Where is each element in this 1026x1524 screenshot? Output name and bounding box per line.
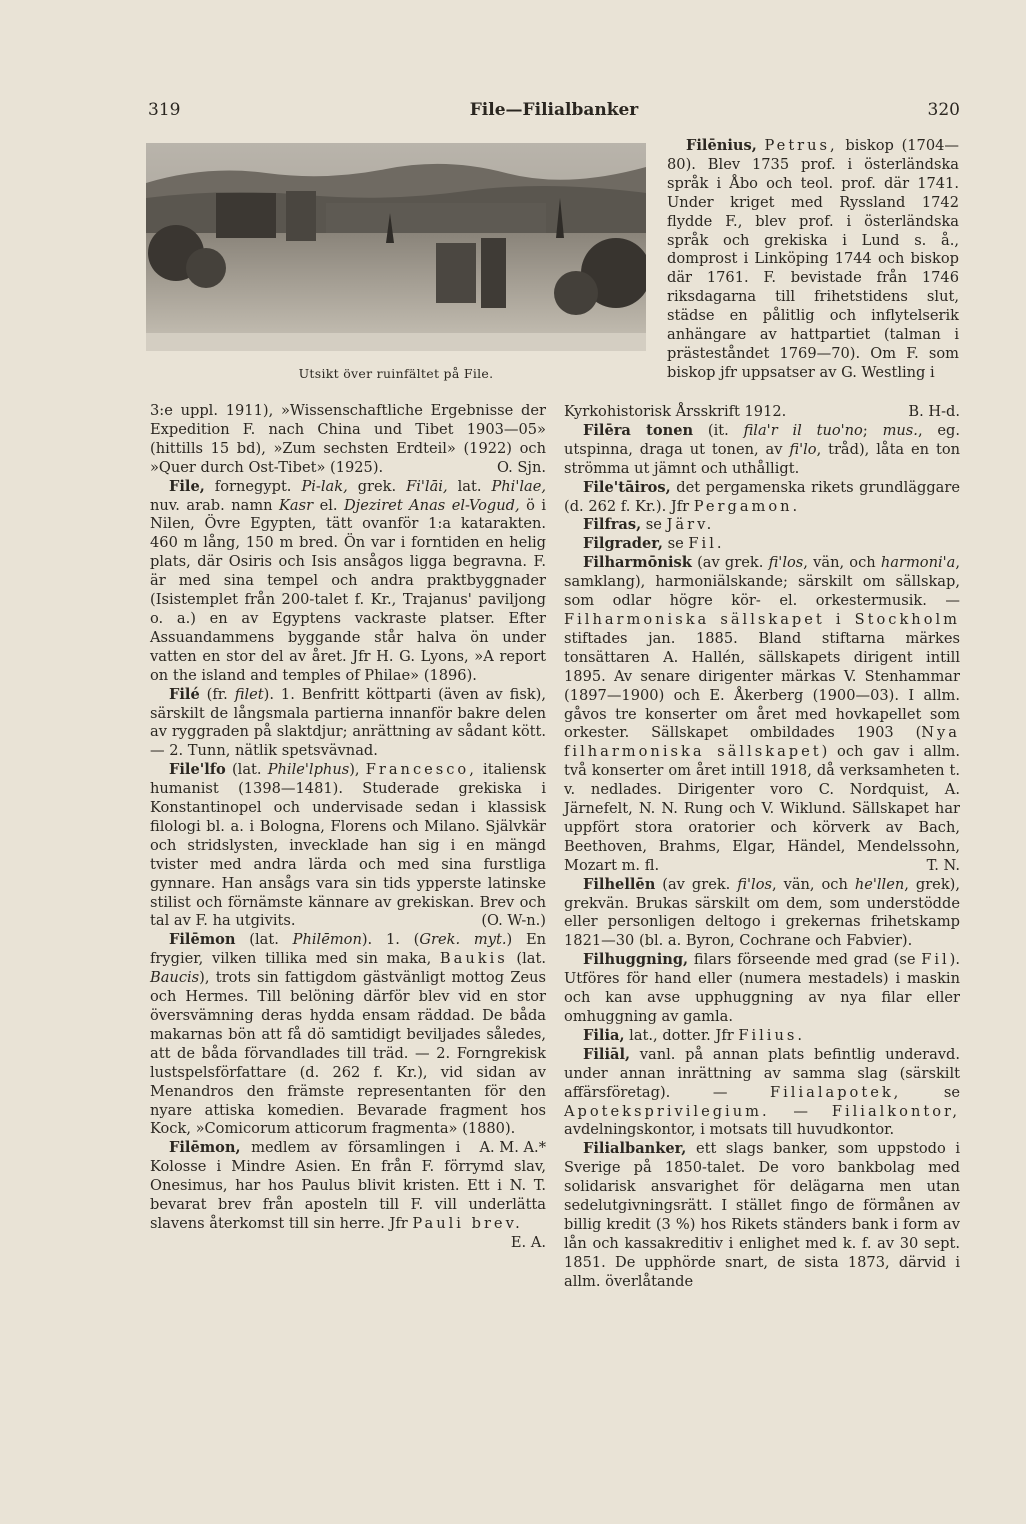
page-number-right: 320: [927, 100, 960, 120]
entry-filenius-continuation: Kyrkohistorisk Årsskrift 1912. B. H-d.: [564, 403, 960, 420]
right-column: [564, 403, 960, 1292]
philae-ruins-photo: [146, 143, 646, 351]
entry-continuation: 3:e uppl. 1911), »Wissenschaftliche Ergebnisse der Expedition F. nach China und Tibet 1903—05» (hittills 15 bd), »Zum sechsten Erdteil» (1922) och »Quer durch Ost-Tibet» (1925). O. Sjn.: [150, 402, 546, 476]
entry-filelfo: File'lfo (lat. Phile'lphus), Francesco, italiensk humanist (1398—1481). Studerade grekiska i Konstantinopel och undervisade sedan i klassisk filologi bl. a. i Bologna, Florens och Milano. Självkär och stridslysten, invecklade han sig i en mängd tvister med andra lärda och med sina furstliga gynnare. Han ansågs vara sin tids ypperste latinske stilist och förnämste kännare av grekiskan. Brev och tal av F. ha utgivits. (O. W-n.): [150, 761, 546, 930]
author-signature: B. H-d.: [908, 403, 960, 420]
headword: Filēmon: [169, 931, 236, 949]
headword: File'tāiros,: [583, 478, 671, 496]
headword: Filialbanker,: [583, 1140, 687, 1158]
entry-filera-tonen: Filēra tonen (it. fila'r il tuo'no; mus., eg. utspinna, draga ut tonen, av fi'lo, tråd), låta en ton strömma ut jämnt och uthålligt.: [564, 421, 960, 477]
entry-filemon-1: Filēmon (lat. Philēmon). 1. (Grek. myt.) En frygier, vilken tillika med sin maka, Baukis (lat. Baucis), trots sin fattigdom gästvänligt mottog Zeus och Hermes. Till belöning därför blev vid en stor översvämning deras hydda ensam räddad. De båda makarnas bön att få dö samtidigt beviljades således, att de båda förvandlades till träd. — 2. Forngrekisk lustspelsförfattare (d. 262 f. Kr.), vid sidan av Menandros den främste representanten för den nyare attiska komedien. Bevarade fragment hos Kock, »Comicorum atticorum fragmenta» (1880). A. M. A.*: [150, 931, 547, 1157]
headword: Filfras,: [583, 516, 642, 534]
entry-filharmonisk: Filharmōnisk (av grek. fi'los, vän, och harmoni'a, samklang), harmoniälskande; särskilt om sällskap, som odlar högre kör- el. orkestermusik. — Filharmoniska sällskapet i Stockholm stiftades jan. 1885. Bland stiftarna märkes tonsättaren A. Hallén, sällskapets dirigent intill 1895. Av senare dirigenter märkas V. Stenhammar (1897—1900) och E. Åkerberg (1900—03). I allm. gåvos tre konserter om året med hovkapellet som orkester. Sällskapet ombildades 1903 (Nya filharmoniska sällskapet) och gav i allm. två konserter om året intill 1918, då verksamheten t. v. nedlades. Dirigenter voro C. Nordquist, A. Järnefelt, N. N. Rung och V. Wiklund. Sällskapet har uppfört stora oratorier och körverk av Bach, Beethoven, Brahms, Elgar, Händel, Mendelssohn, Mozart m. fl. T. N.: [564, 554, 961, 874]
page-header: [148, 100, 960, 124]
author-signature: A. M. A.*: [479, 1139, 546, 1157]
photo-illustration: [146, 143, 646, 351]
right-column-top: [667, 137, 959, 383]
entry-filia: Filia, lat., dotter. Jfr Filius.: [583, 1026, 805, 1044]
author-signature: (O. W-n.): [481, 912, 546, 930]
author-signature: O. Sjn.: [497, 458, 546, 476]
entry-file: File, fornegypt. Pi-lak, grek. Fi'lāi, lat. Phi'lae, nuv. arab. namn Kasr el. Djeziret Anas el-Vogud, ö i Nilen, Övre Egypten, tätt ovanför 1:a katarakten. 460 m lång, 150 m bred. Ön var i forntiden en helig plats, där Osiris och Isis ansågos ligga begravna. F. är med sina tempel och andra praktbyggnader (Isistemplet från 200-talet f. Kr., Trajanus' paviljong o. a.) en av Egyptens vackraste platser. Efter Assuandammens byggande står halva ön under vatten en stor del av året. Jfr H. G. Lyons, »A report on the island and temples of Philae» (1896).: [150, 477, 547, 684]
photo-caption: Utsikt över ruinfältet på File.: [298, 366, 494, 381]
author-signature: E. A.: [510, 1233, 546, 1251]
headword: Filiāl,: [583, 1045, 631, 1063]
headword: Filhellēn: [583, 875, 656, 893]
page-number-left: 319: [148, 100, 181, 120]
entry-filhellen: Filhellēn (av grek. fi'los, vän, och he'llen, grek), grekvän. Brukas särskilt om dem, som understödde eller personligen deltogo i grekernas frihetskamp 1821—30 (bl. a. Byron, Cochrane och Fabvier).: [564, 875, 960, 950]
headword: Filia,: [583, 1026, 625, 1044]
person-name: Petrus,: [764, 137, 838, 154]
entry-filialbanker: Filialbanker, ett slags banker, som uppstodo i Sverige på 1850-talet. De voro bankbolag med solidarisk ansvarighet för delägarna men utan sedelutgivningsrätt. I stället fingo de förmånen av billig kredit (3 %) hos Rikets ständers bank i form av lån och kassakreditiv i enlighet med k. f. av 30 sept. 1851. De upphörde snart, de sista 1873, därvid i allm. överlåtande: [564, 1140, 960, 1290]
entry-filemon-2: Filēmon, medlem av församlingen i Kolosse i Mindre Asien. En från F. förrymd slav, Onesimus, har hos Paulus blivit kristen. Ett i N. T. bevarat brev från aposteln till F. vill underlätta slavens återkomst till sin herre. Jfr Pauli brev. E. A.: [150, 1139, 546, 1251]
headword: Filēmon,: [169, 1139, 241, 1157]
entry-file-food: Filé (fr. filet). 1. Benfritt köttparti (även av fisk), särskilt de långsmala partierna innanför bakre delen av ryggraden på slaktdjur; anrättning av sådant kött. — 2. Tunn, nätlik spetsvävnad.: [150, 685, 546, 760]
headword: Filēnius,: [686, 137, 757, 154]
headword: File,: [169, 477, 205, 495]
entry-filenius: Filēnius, Petrus, biskop (1704—80). Blev 1735 prof. i österländska språk i Åbo och teol. prof. där 1741. Under kriget med Ryssland 1742 flydde F., blev prof. i österländska språk och grekiska i Lund s. å., domprost i Linköping 1744 och biskop där 1761. F. bevistade från 1746 riksdagarna till frihetstidens slut, städse en pålitlig och inflytelserik anhängare av hattpartiet (talman i prästeståndet 1769—70). Om F. som biskop jfr uppsatser av G. Westling i: [667, 137, 959, 381]
running-title: File—Filialbanker: [469, 100, 639, 120]
headword: Filgrader,: [583, 535, 663, 553]
headword: File'lfo: [169, 761, 226, 779]
headword: Filhuggning,: [583, 951, 689, 969]
headword: Filharmōnisk: [583, 554, 692, 572]
entry-filgrader: Filgrader, se Fil.: [583, 535, 725, 553]
entry-filetairos: File'tāiros, det pergamenska rikets grundläggare (d. 262 f. Kr.). Jfr Pergamon.: [564, 478, 960, 515]
entry-filfras: Filfras, se Järv.: [583, 516, 715, 534]
author-signature: T. N.: [926, 856, 960, 874]
left-column: [150, 402, 546, 1253]
entry-filhuggning: Filhuggning, filars förseende med grad (se Fil). Utföres för hand eller (numera mestadels) i maskin och kan avse upphuggning av nya filar eller omhuggning av gamla.: [564, 951, 960, 1025]
entry-filial: Filiāl, vanl. på annan plats befintlig underavd. under annan inrättning av samma slag (särskilt affärsföretag). — Filialapotek, se Apoteksprivilegium. — Filialkontor, avdelningskontor, i motsats till huvudkontor.: [564, 1045, 960, 1139]
headword: Filé: [169, 685, 200, 703]
headword: Filēra tonen: [583, 421, 694, 439]
